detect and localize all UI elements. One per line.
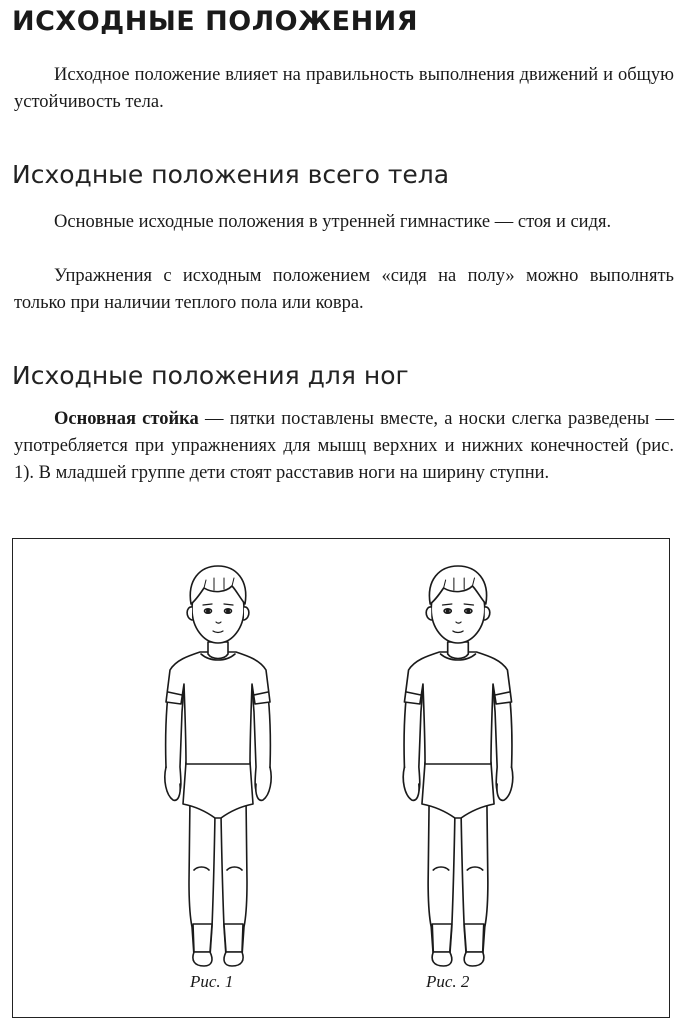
section-heading-legs: Исходные положения для ног xyxy=(12,361,409,390)
page-title: ИСХОДНЫЕ ПОЛОЖЕНИЯ xyxy=(12,6,419,37)
section-heading-body: Исходные положения всего тела xyxy=(12,160,450,189)
child-figure-2 xyxy=(403,566,513,966)
paragraph-text: Основные исходные положения в утренней гимнастике — стоя и сидя. xyxy=(54,212,612,232)
intro-text: Исходное положение влияет на правильность выполнения движений и общую устойчивость тела. xyxy=(14,65,674,112)
figure-caption-2: Рис. 2 xyxy=(426,972,470,991)
paragraph-text: Упражнения с исходным положением «сидя на полу» можно выполнять только при наличии теплого пола или ковра. xyxy=(14,266,674,313)
paragraph-text: — пятки поставлены вместе, а носки слегка разведены — употребляется при упражнениях для мышц верхних и нижних конечностей (рис. 1). В младшей группе дети стоят расставив ноги на ширину ступни. xyxy=(14,409,674,483)
figure-caption-1: Рис. 1 xyxy=(190,972,234,991)
child-figure-1 xyxy=(165,566,271,966)
term-main-stance: Основная стойка xyxy=(54,409,199,429)
